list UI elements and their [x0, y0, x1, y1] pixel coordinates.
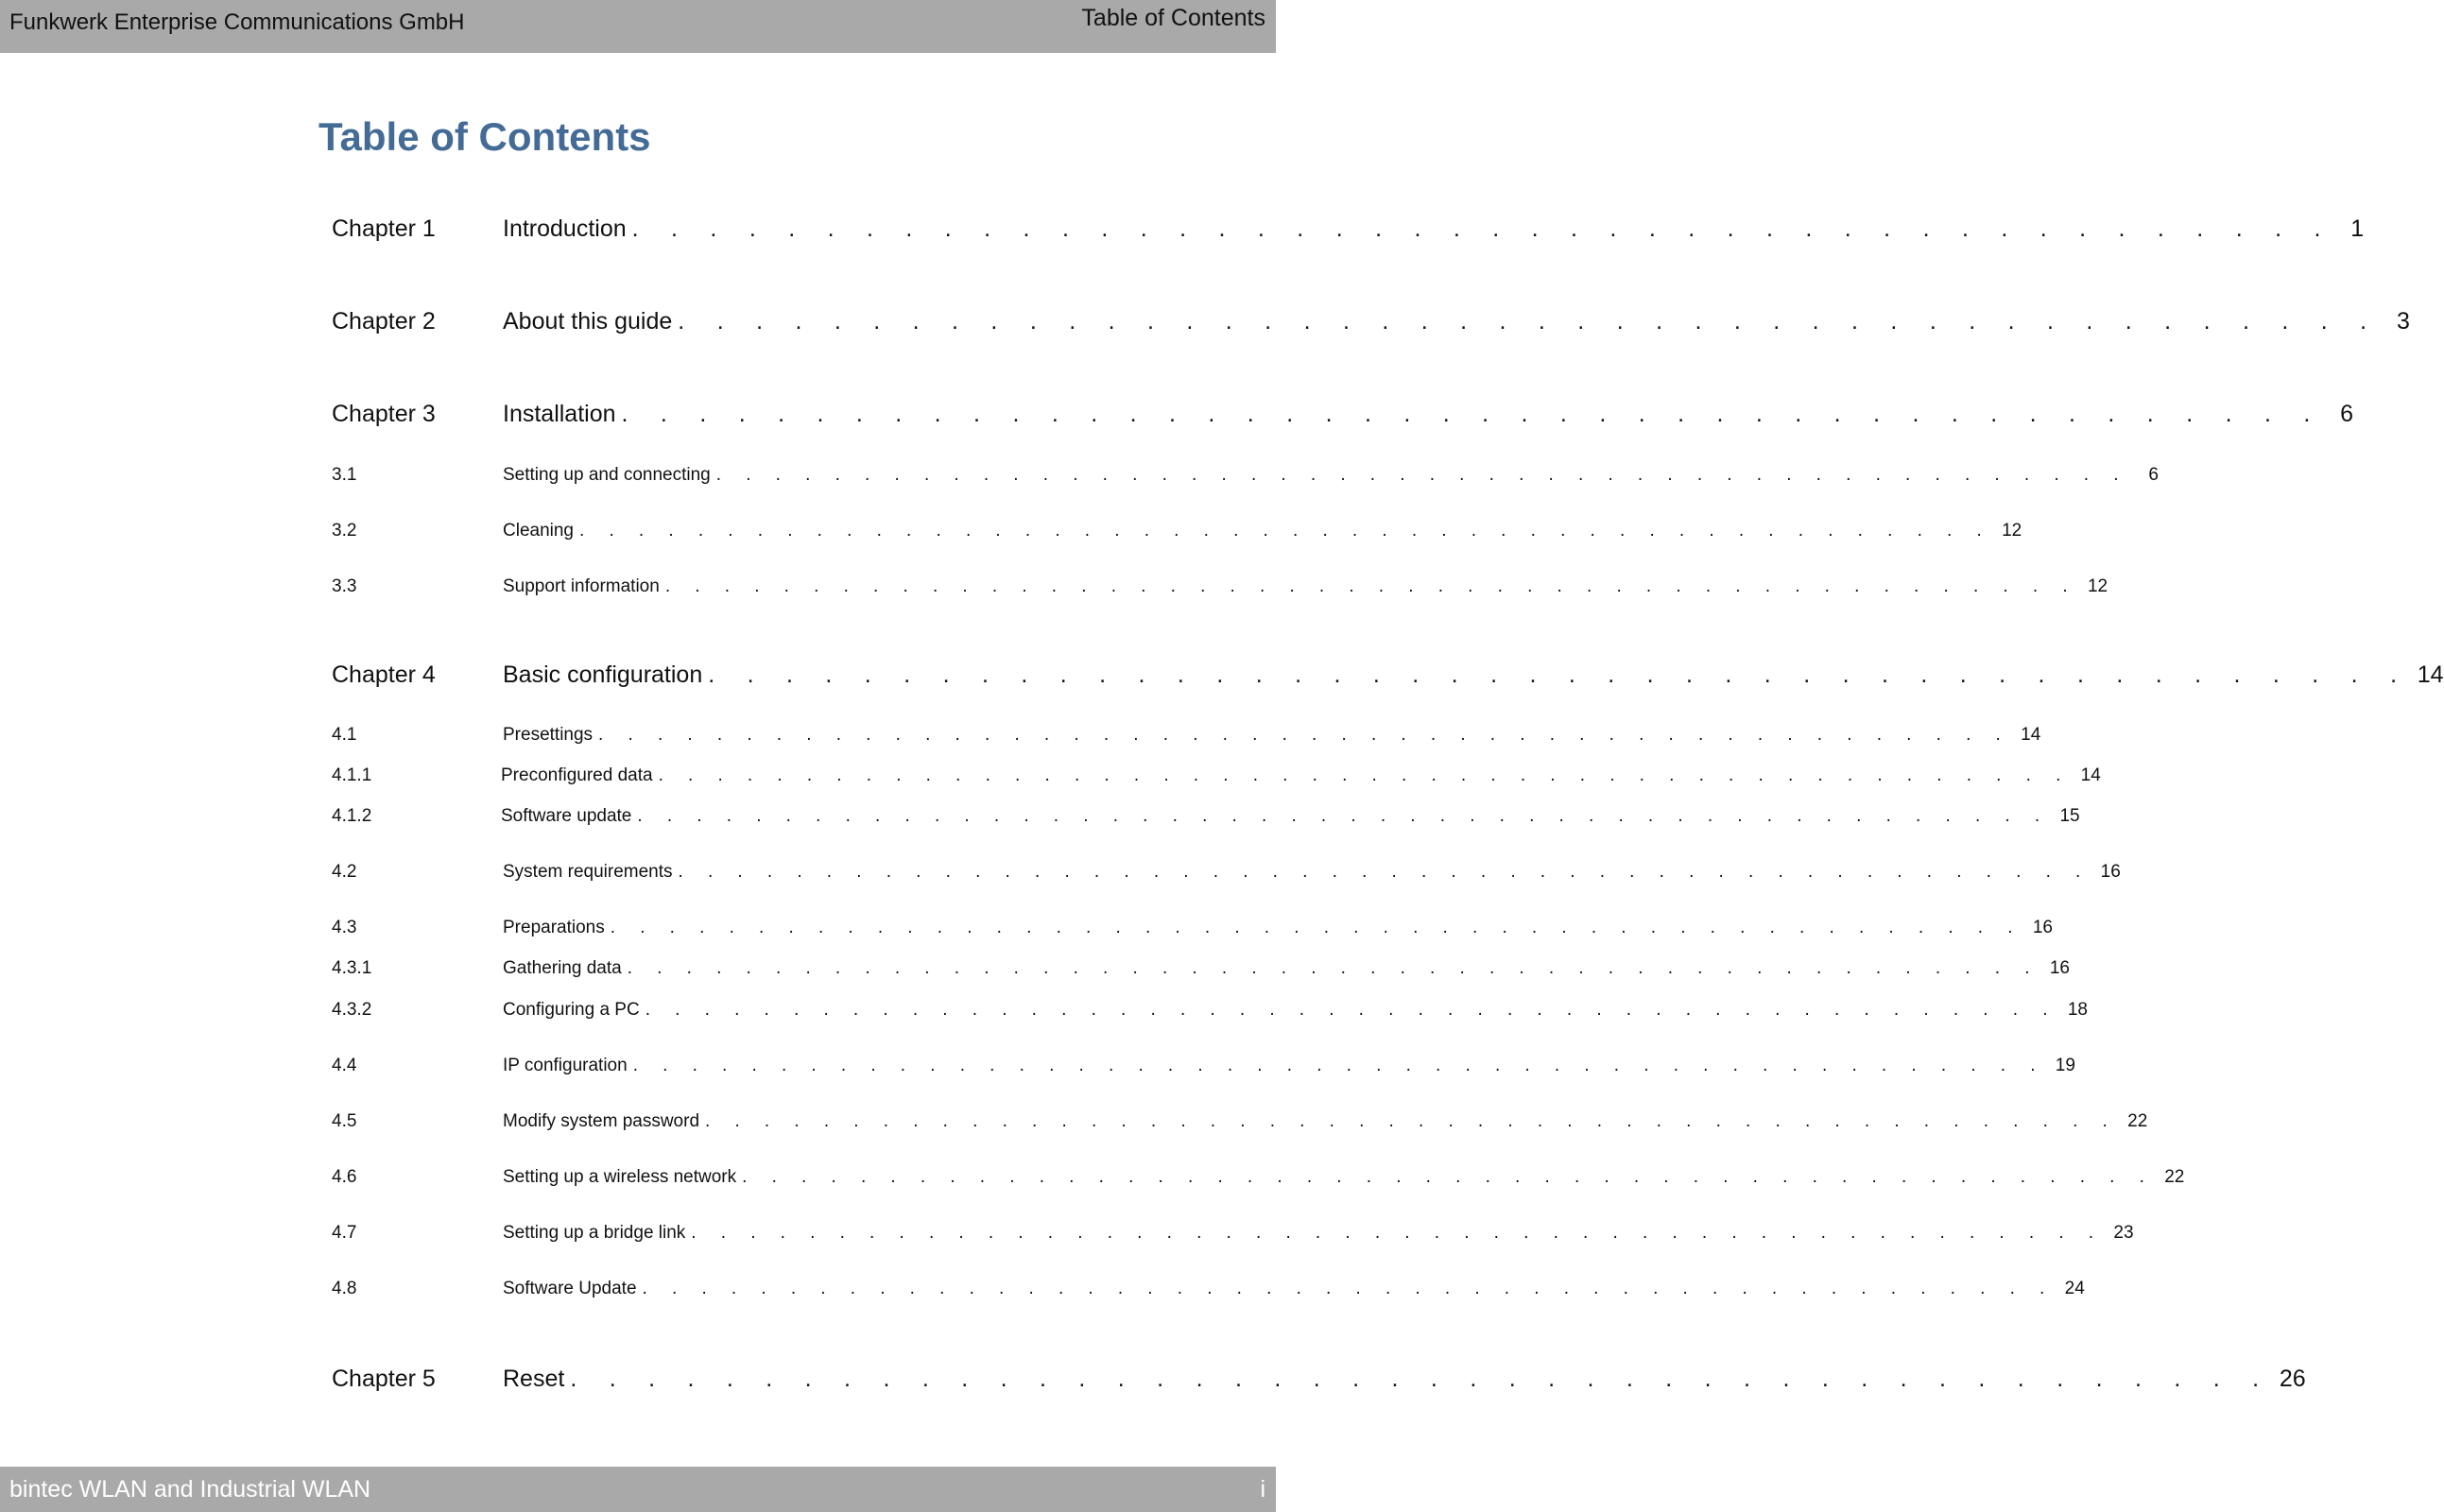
- toc-entry-title: Basic configuration: [503, 662, 703, 688]
- toc-leader: . . . . . . . . . . . . . . . . . . . . . . . . . . . . . . . . . . . . . . . . . . . .: [621, 401, 2324, 427]
- toc-entry-title: Setting up a wireless network: [503, 1167, 737, 1187]
- toc-entry[interactable]: [332, 725, 2041, 757]
- toc-entry-page: 3: [2396, 308, 2410, 335]
- toc-leader: . . . . . . . . . . . . . . . . . . . . . . . . . . . . . . . . . . . . . . . . . . . . . . . .: [678, 862, 2091, 882]
- toc-entry-number: 3.1: [332, 465, 357, 485]
- toc-entry-page: 15: [2059, 806, 2080, 826]
- toc-entry-number: 4.5: [332, 1111, 357, 1131]
- toc-entry[interactable]: [332, 576, 2108, 609]
- toc-entry-title: Modify system password: [503, 1111, 700, 1131]
- toc-entry-page: 14: [2080, 765, 2101, 785]
- toc-entry-title: Cleaning: [503, 521, 574, 541]
- toc-leader: . . . . . . . . . . . . . . . . . . . . . . . . . . . . . . . . . . . . . . . . . . . . . . . .: [645, 1000, 2057, 1020]
- toc-entry-number: 4.3.1: [332, 958, 372, 978]
- toc-entry[interactable]: [332, 918, 2053, 950]
- toc-entry-page: 23: [2113, 1223, 2134, 1243]
- toc-leader: . . . . . . . . . . . . . . . . . . . . . . . . . . . . . . . . . . . . . . . . . . . . . . . .: [610, 918, 2022, 937]
- toc-leader: . . . . . . . . . . . . . . . . . . . . . . . . . . . . . . . . . . . . . . . . . . . .: [631, 215, 2334, 242]
- toc-entry-number: 4.4: [332, 1056, 357, 1075]
- toc-entry-page: 12: [2087, 576, 2108, 596]
- toc-entry[interactable]: [332, 662, 2444, 694]
- toc-leader: . . . . . . . . . . . . . . . . . . . . . . . . . . . . . . . . . . . . . . . . . . . . . . . .: [705, 1111, 2118, 1131]
- toc-entry-page: 14: [2021, 725, 2041, 745]
- toc-leader: . . . . . . . . . . . . . . . . . . . . . . . . . . . . . . . . . . . . . . . . . . . . . . . .: [637, 806, 2050, 826]
- toc-entry-page: 16: [2049, 958, 2070, 978]
- toc-entry-number: Chapter 1: [332, 215, 436, 242]
- toc-entry-page: 16: [2032, 918, 2053, 937]
- toc-leader: . . . . . . . . . . . . . . . . . . . . . . . . . . . . . . . . . . . . . . . . . . . . . . . .: [715, 465, 2128, 485]
- toc-entry-title: Configuring a PC: [503, 1000, 640, 1020]
- toc-entry-title: Software update: [501, 806, 632, 826]
- toc-entry-number: 4.1.2: [332, 806, 372, 826]
- header-company: Funkwerk Enterprise Communications GmbH: [9, 9, 465, 35]
- toc-entry-number: 4.3: [332, 918, 357, 937]
- toc-entry-title: Setting up and connecting: [503, 465, 711, 485]
- toc-entry-title: Gathering data: [503, 958, 622, 978]
- toc-entry-page: 18: [2067, 1000, 2088, 1020]
- toc-entry-number: Chapter 3: [332, 401, 436, 427]
- toc-entry[interactable]: [332, 958, 2070, 990]
- toc-entry-page: 16: [2100, 862, 2121, 882]
- toc-leader: . . . . . . . . . . . . . . . . . . . . . . . . . . . . . . . . . . . . . . . . . . . . . . . .: [627, 958, 2040, 978]
- toc-entry[interactable]: [332, 1111, 2148, 1143]
- toc-entry-title: Setting up a bridge link: [503, 1223, 686, 1243]
- toc-entry[interactable]: [332, 465, 2159, 497]
- toc-entry[interactable]: [332, 1279, 2085, 1311]
- toc-leader: . . . . . . . . . . . . . . . . . . . . . . . . . . . . . . . . . . . . . . . . . . . . . . . .: [664, 576, 2078, 596]
- toc-entry[interactable]: [332, 308, 2410, 340]
- toc-entry-number: Chapter 2: [332, 308, 436, 335]
- toc-entry-title: About this guide: [503, 308, 673, 335]
- toc-leader: . . . . . . . . . . . . . . . . . . . . . . . . . . . . . . . . . . . . . . . . . . . .: [570, 1366, 2272, 1392]
- toc-entry-number: 4.3.2: [332, 1000, 372, 1020]
- toc-leader: . . . . . . . . . . . . . . . . . . . . . . . . . . . . . . . . . . . . . . . . . . . . . . . .: [598, 725, 2011, 745]
- toc-entry-page: 6: [2148, 465, 2159, 485]
- toc-entry[interactable]: [332, 862, 2121, 894]
- toc-leader: . . . . . . . . . . . . . . . . . . . . . . . . . . . . . . . . . . . . . . . . . . . .: [678, 308, 2380, 335]
- toc-entry[interactable]: [332, 1223, 2134, 1255]
- toc-leader: . . . . . . . . . . . . . . . . . . . . . . . . . . . . . . . . . . . . . . . . . . . . . . . .: [579, 521, 1992, 541]
- toc-entry-title: Preconfigured data: [501, 765, 653, 785]
- toc-entry-title: Presettings: [503, 725, 594, 745]
- toc-entry-number: 4.2: [332, 862, 357, 882]
- toc-leader: . . . . . . . . . . . . . . . . . . . . . . . . . . . . . . . . . . . . . . . . . . . . . . . .: [691, 1223, 2104, 1243]
- header-section: Table of Contents: [1081, 5, 1265, 31]
- toc-entry[interactable]: [332, 401, 2354, 433]
- toc-entry-page: 19: [2055, 1056, 2075, 1075]
- toc-entry-title: Introduction: [503, 215, 627, 242]
- toc-entry[interactable]: [332, 1056, 2075, 1088]
- toc-entry-page: 6: [2340, 401, 2354, 427]
- toc-entry[interactable]: [332, 806, 2080, 838]
- toc-entry-number: 4.1.1: [332, 765, 372, 785]
- toc-entry-page: 24: [2064, 1279, 2085, 1298]
- toc-entry-page: 22: [2164, 1167, 2185, 1187]
- toc-leader: . . . . . . . . . . . . . . . . . . . . . . . . . . . . . . . . . . . . . . . . . . . .: [708, 662, 2410, 688]
- toc-entry-page: 1: [2350, 215, 2365, 242]
- toc-entry-page: 22: [2127, 1111, 2148, 1131]
- toc-entry-number: Chapter 5: [332, 1366, 436, 1392]
- toc-leader: . . . . . . . . . . . . . . . . . . . . . . . . . . . . . . . . . . . . . . . . . . . . . . . .: [742, 1167, 2155, 1187]
- toc-entry[interactable]: [332, 215, 2365, 248]
- toc-entry[interactable]: [332, 1000, 2088, 1032]
- toc-entry-title: Software Update: [503, 1279, 637, 1298]
- toc-entry-number: 4.7: [332, 1223, 357, 1243]
- header-bar: [0, 0, 1276, 53]
- toc-entry-number: 4.8: [332, 1279, 357, 1298]
- toc-entry-page: 26: [2279, 1366, 2306, 1392]
- toc-leader: . . . . . . . . . . . . . . . . . . . . . . . . . . . . . . . . . . . . . . . . . . . . . . . .: [658, 765, 2071, 785]
- toc-entry-page: 12: [2002, 521, 2022, 541]
- toc-leader: . . . . . . . . . . . . . . . . . . . . . . . . . . . . . . . . . . . . . . . . . . . . . . . .: [642, 1279, 2055, 1298]
- toc-entry-title: System requirements: [503, 862, 673, 882]
- page-title: Table of Contents: [318, 114, 651, 159]
- toc-entry[interactable]: [332, 765, 2101, 798]
- toc-entry-page: 14: [2417, 662, 2444, 688]
- toc-entry[interactable]: [332, 521, 2022, 553]
- toc-entry[interactable]: [332, 1366, 2306, 1398]
- toc-entry-number: 4.6: [332, 1167, 357, 1187]
- toc-entry-title: Reset: [503, 1366, 565, 1392]
- toc-entry-title: IP configuration: [503, 1056, 628, 1075]
- toc-entry[interactable]: [332, 1167, 2185, 1199]
- footer-page-number: i: [1260, 1476, 1265, 1503]
- toc-entry-number: 4.1: [332, 725, 357, 745]
- toc-entry-number: 3.3: [332, 576, 357, 596]
- footer-bar: [0, 1467, 1276, 1512]
- footer-product: bintec WLAN and Industrial WLAN: [9, 1476, 371, 1503]
- toc-entry-number: Chapter 4: [332, 662, 436, 688]
- toc-entry-title: Support information: [503, 576, 660, 596]
- toc-entry-title: Preparations: [503, 918, 605, 937]
- toc-leader: . . . . . . . . . . . . . . . . . . . . . . . . . . . . . . . . . . . . . . . . . . . . . . . .: [632, 1056, 2045, 1075]
- toc-entry-title: Installation: [503, 401, 616, 427]
- toc-entry-number: 3.2: [332, 521, 357, 541]
